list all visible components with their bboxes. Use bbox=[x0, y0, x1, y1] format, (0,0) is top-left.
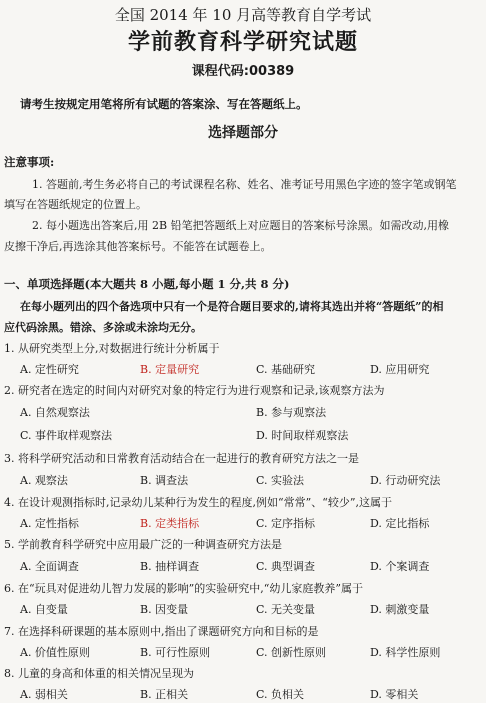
option-b: B. 抽样调查 bbox=[140, 560, 200, 573]
option-d: D. 时间取样观察法 bbox=[256, 429, 349, 442]
option-d: D. 应用研究 bbox=[370, 363, 430, 376]
option-d: D. 个案调查 bbox=[370, 560, 430, 573]
option-a: A. 定性研究 bbox=[20, 363, 79, 376]
option-b: B. 定类指标 bbox=[140, 517, 200, 530]
option-a: A. 自然观察法 bbox=[20, 406, 90, 419]
option-c: C. 典型调查 bbox=[256, 560, 316, 573]
option-c: C. 无关变量 bbox=[256, 603, 316, 616]
note-1-line-2: 填写在答题纸规定的位置上。 bbox=[4, 198, 147, 211]
option-b: B. 因变量 bbox=[140, 603, 189, 616]
option-a: A. 全面调查 bbox=[20, 560, 79, 573]
option-d: D. 行动研究法 bbox=[370, 474, 441, 487]
option-b: B. 参与观察法 bbox=[256, 406, 327, 419]
option-c: C. 负相关 bbox=[256, 688, 305, 701]
general-instruction: 请考生按规定用笔将所有试题的答案涂、写在答题纸上。 bbox=[20, 97, 308, 111]
option-c: C. 创新性原则 bbox=[256, 646, 327, 659]
option-b: B. 调查法 bbox=[140, 474, 189, 487]
question-stem: 4. 在设计观测指标时,记录幼儿某种行为发生的程度,例如“常常”、“较少”,这属于 bbox=[4, 496, 392, 509]
option-d: D. 科学性原则 bbox=[370, 646, 441, 659]
part-one-desc-line-2: 应代码涂黑。错涂、多涂或未涂均无分。 bbox=[4, 321, 202, 334]
question-stem: 7. 在选择科研课题的基本原则中,指出了课题研究方向和目标的是 bbox=[4, 625, 319, 638]
note-2-line-1: 2. 每小题选出答案后,用 2B 铅笔把答题纸上对应题目的答案标号涂黑。如需改动,用橡 bbox=[32, 219, 450, 232]
option-d: D. 刺激变量 bbox=[370, 603, 430, 616]
option-c: C. 事件取样观察法 bbox=[20, 429, 113, 442]
option-a: A. 价值性原则 bbox=[20, 646, 90, 659]
question-stem: 3. 将科学研究活动和日常教育活动结合在一起进行的教育研究方法之一是 bbox=[4, 452, 359, 465]
option-b: B. 定量研究 bbox=[140, 363, 200, 376]
question-stem: 5. 学前教育科学研究中应用最广泛的一种调查研究方法是 bbox=[4, 538, 282, 551]
option-a: A. 观察法 bbox=[20, 474, 68, 487]
paper-title: 学前教育科学研究试题 bbox=[127, 30, 358, 55]
option-c: C. 基础研究 bbox=[256, 363, 316, 376]
question-stem: 1. 从研究类型上分,对数据进行统计分析属于 bbox=[4, 342, 220, 355]
course-code: 课程代码:00389 bbox=[191, 64, 295, 79]
note-2-line-2: 皮擦干净后,再选涂其他答案标号。不能答在试题卷上。 bbox=[4, 240, 272, 253]
option-b: B. 正相关 bbox=[140, 688, 189, 701]
note-1-line-1: 1. 答题前,考生务必将自己的考试课程名称、姓名、准考证号用黑色字迹的签字笔或钢笔 bbox=[32, 178, 457, 191]
option-c: C. 定序指标 bbox=[256, 517, 316, 530]
section-title: 选择题部分 bbox=[208, 125, 278, 141]
part-one-title: 一、单项选择题(本大题共 8 小题,每小题 1 分,共 8 分) bbox=[4, 277, 290, 291]
option-a: A. 自变量 bbox=[20, 603, 68, 616]
option-b: B. 可行性原则 bbox=[140, 646, 211, 659]
option-a: A. 弱相关 bbox=[20, 688, 68, 701]
exam-session-line: 全国 2014 年 10 月高等教育自学考试 bbox=[114, 6, 372, 24]
option-d: D. 零相关 bbox=[370, 688, 419, 701]
part-one-desc-line-1: 在每小题列出的四个备选项中只有一个是符合题目要求的,请将其选出并将“答题纸”的相 bbox=[20, 300, 444, 313]
question-stem: 6. 在“玩具对促进幼儿智力发展的影响”的实验研究中,“幼儿家庭教养”属于 bbox=[4, 582, 363, 595]
option-c: C. 实验法 bbox=[256, 474, 305, 487]
question-stem: 2. 研究者在选定的时间内对研究对象的特定行为进行观察和记录,该观察方法为 bbox=[4, 384, 385, 397]
notes-title: 注意事项: bbox=[4, 155, 55, 169]
question-stem: 8. 儿童的身高和体重的相关情况呈现为 bbox=[4, 667, 194, 680]
option-a: A. 定性指标 bbox=[20, 517, 79, 530]
option-d: D. 定比指标 bbox=[370, 517, 430, 530]
